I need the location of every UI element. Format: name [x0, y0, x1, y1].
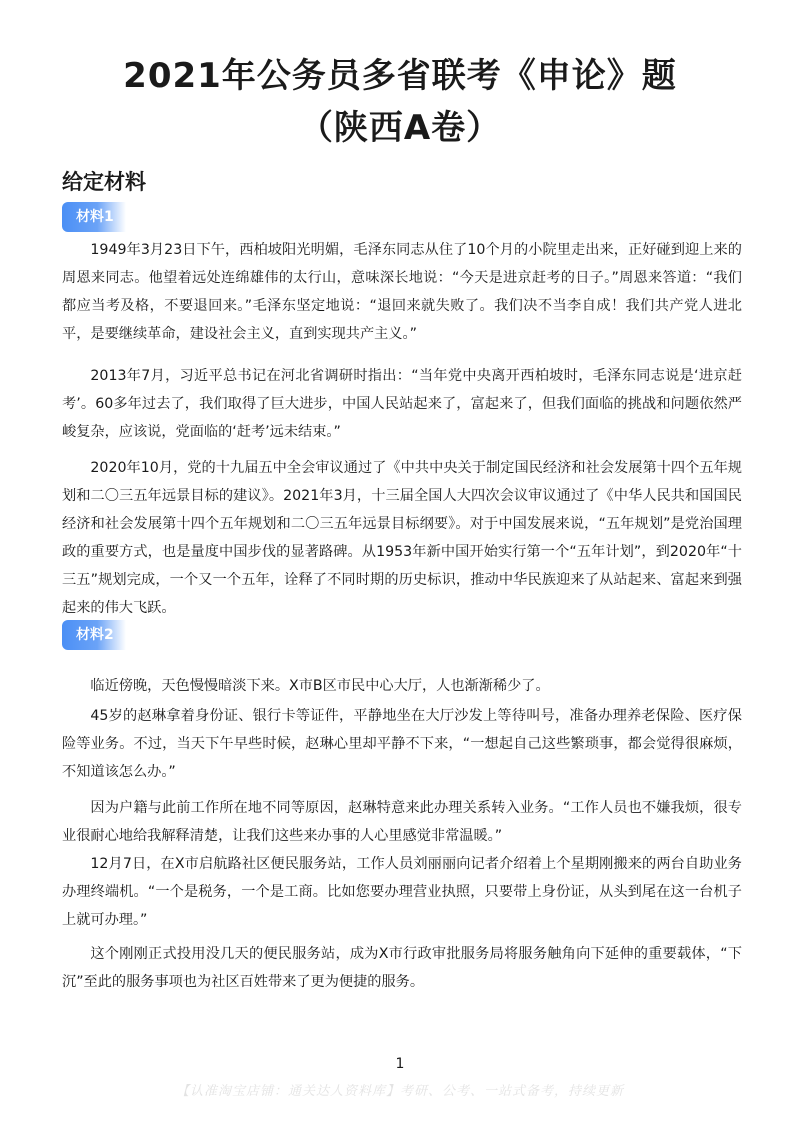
material-2-paragraph: 12月7日，在X市启航路社区便民服务站，工作人员刘丽丽向记者介绍着上个星期刚搬来的两台自助业务办理终端机。“一个是税务，一个是工商。比如您要办理营业执照，只要带上身份证，从头到尾在这一台机子上就可办理。”: [62, 856, 742, 928]
document-subtitle: （陕西A卷）: [298, 108, 502, 148]
material-1-tag: 材料1: [62, 202, 126, 232]
material-2-tag: 材料2: [62, 620, 126, 650]
page-number: 1: [395, 1056, 405, 1072]
document-title: 2021年公务员多省联考《申论》题: [123, 56, 677, 96]
material-1-paragraph: 1949年3月23日下午，西柏坡阳光明媚，毛泽东同志从住了10个月的小院里走出来，正好碰到迎上来的周恩来同志。他望着远处连绵雄伟的太行山，意味深长地说：“今天是进京赶考的日子。”周恩来答道：“我们都应当考及格，不要退回来。”毛泽东坚定地说：“退回来就失败了。我们决不当李自成！我们共产党人进北平，是要继续革命，建设社会主义，直到实现共产主义。”: [62, 242, 742, 342]
material-2-paragraph: 45岁的赵琳拿着身份证、银行卡等证件，平静地坐在大厅沙发上等待叫号，准备办理养老保险、医疗保险等业务。不过，当天下午早些时候，赵琳心里却平静不下来，“一想起自己这些繁琐事，都会觉得很麻烦，不知道该怎么办。”: [62, 708, 742, 780]
footer-watermark: 【认准淘宝店铺：通关达人资料库】考研、公考、一站式备考，持续更新: [175, 1084, 624, 1099]
material-2-paragraph: 这个刚刚正式投用没几天的便民服务站，成为X市行政审批服务局将服务触角向下延伸的重要载体，“下沉”至此的服务事项也为社区百姓带来了更为便捷的服务。: [62, 946, 742, 990]
section-heading: 给定材料: [62, 170, 146, 194]
material-1-paragraph: 2020年10月，党的十九届五中全会审议通过了《中共中央关于制定国民经济和社会发展第十四个五年规划和二〇三五年远景目标的建议》。2021年3月，十三届全国人大四次会议审议通过了《中华人民共和国国民经济和社会发展第十四个五年规划和二〇三五年远景目标纲要》。对于中国发展来说，“五年规划”是党治国理政的重要方式，也是量度中国步伐的显著路碑。从1953年新中国开始实行第一个“五年计划”，到2020年“十三五”规划完成，一个又一个五年，诠释了不同时期的历史标识，推动中华民族迎来了从站起来、富起来到强起来的伟大飞跃。: [62, 460, 742, 616]
material-2-paragraph: 因为户籍与此前工作所在地不同等原因，赵琳特意来此办理关系转入业务。“工作人员也不嫌我烦，很专业很耐心地给我解释清楚，让我们这些来办事的人心里感觉非常温暖。”: [62, 800, 742, 844]
material-2-paragraph: 临近傍晚，天色慢慢暗淡下来。X市B区市民中心大厅，人也渐渐稀少了。: [90, 678, 550, 694]
material-1-paragraph: 2013年7月，习近平总书记在河北省调研时指出：“当年党中央离开西柏坡时，毛泽东同志说是‘进京赶考’。60多年过去了，我们取得了巨大进步，中国人民站起来了，富起来了，但我们面临的挑战和问题依然严峻复杂，应该说，党面临的‘赶考’远未结束。”: [62, 368, 742, 440]
